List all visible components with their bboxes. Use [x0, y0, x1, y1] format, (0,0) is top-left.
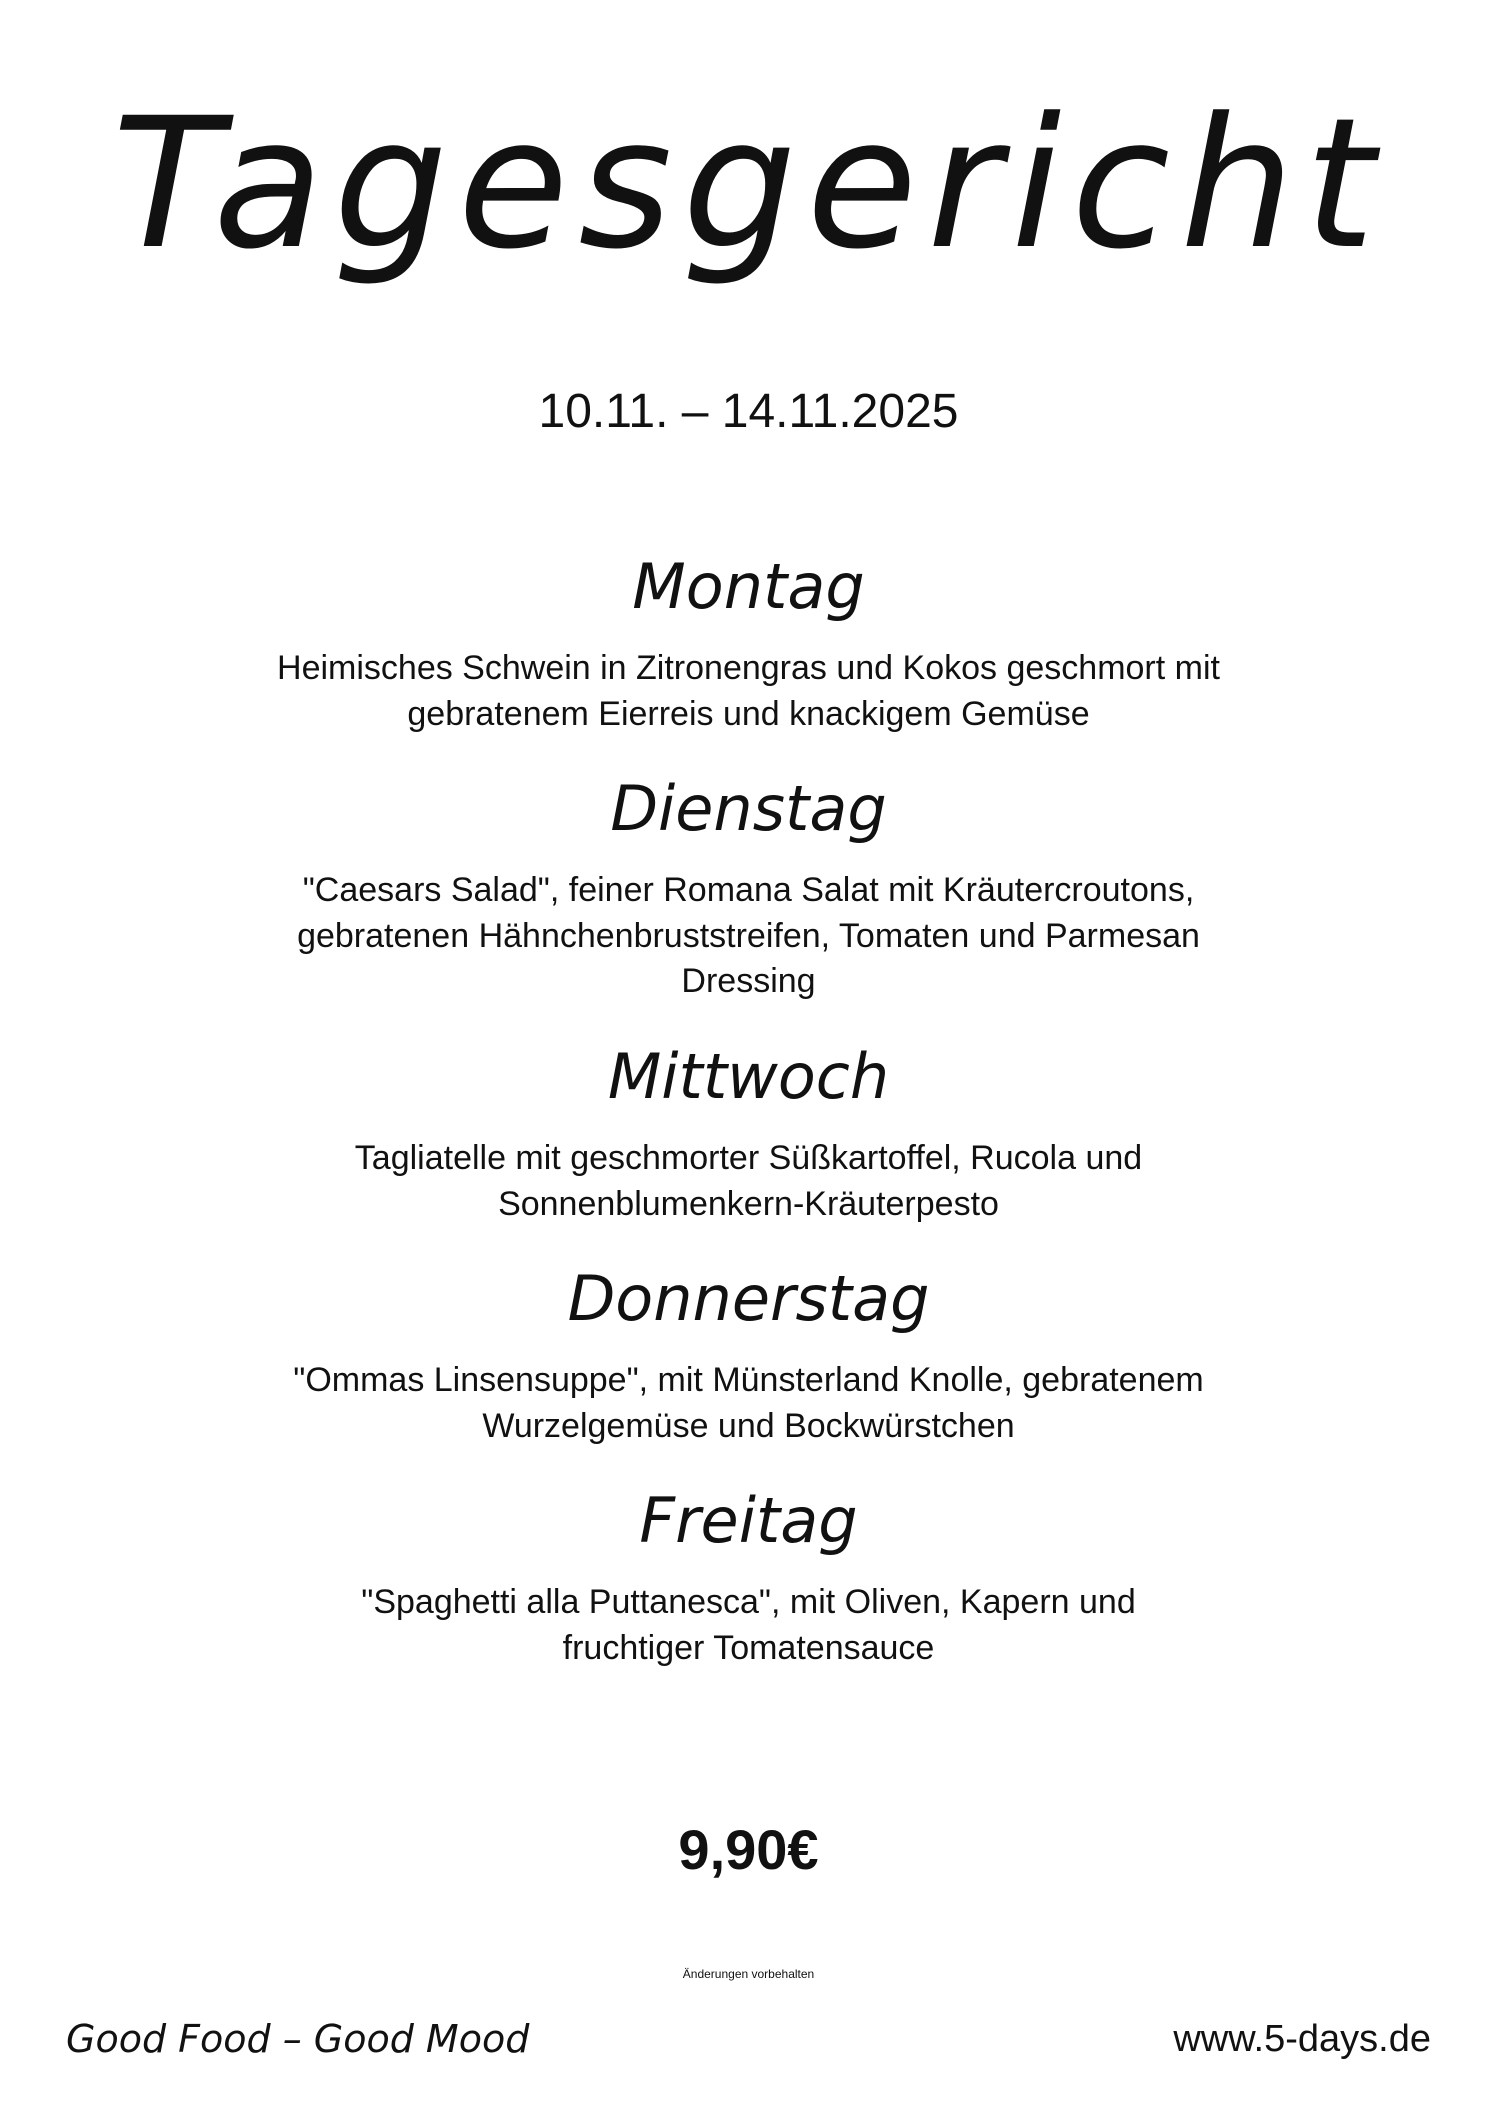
dish-description	[170, 1136, 1327, 1226]
day-wednesday	[170, 1040, 1327, 1262]
dish-line: Heimisches Schwein in Zitronengras und Kokos geschmort mit	[277, 649, 1220, 688]
dish-description	[170, 646, 1327, 736]
slogan: Good Food – Good Mood	[66, 2017, 530, 2061]
date-range: 10.11. – 14.11.2025	[538, 385, 959, 438]
dish-line: "Ommas Linsensuppe", mit Münsterland Knolle, gebratenem	[293, 1361, 1204, 1400]
weekly-menu	[170, 550, 1327, 1706]
day-name: Freitag	[639, 1484, 858, 1557]
dish-line: Tagliatelle mit geschmorter Süßkartoffel, Rucola und	[354, 1139, 1143, 1178]
dish-line: gebratenem Eierreis und knackigem Gemüse	[407, 694, 1090, 733]
dish-line: "Spaghetti alla Puttanesca", mit Oliven, Kapern und	[361, 1583, 1136, 1622]
dish-line: gebratenen Hähnchenbruststreifen, Tomaten und Parmesan	[297, 916, 1200, 955]
day-friday	[170, 1484, 1327, 1706]
dish-description	[170, 1358, 1327, 1448]
day-monday	[170, 550, 1327, 772]
page-title: Tagesgericht	[112, 80, 1385, 289]
day-name: Dienstag	[610, 772, 887, 845]
day-name: Mittwoch	[607, 1040, 890, 1113]
dish-line: Wurzelgemüse und Bockwürstchen	[482, 1406, 1015, 1445]
dish-description	[170, 1580, 1327, 1670]
day-name: Montag	[632, 550, 865, 623]
day-name: Donnerstag	[567, 1262, 930, 1335]
day-tuesday	[170, 772, 1327, 1040]
price: 9,90€	[678, 1818, 819, 1881]
day-thursday	[170, 1262, 1327, 1484]
dish-line: Dressing	[681, 961, 816, 1000]
dish-line: fruchtiger Tomatensauce	[562, 1628, 935, 1667]
dish-description	[170, 868, 1327, 1004]
disclaimer: Änderungen vorbehalten	[682, 1967, 815, 1981]
dish-line: Sonnenblumenkern-Kräuterpesto	[498, 1184, 999, 1223]
website-link[interactable]: www.5-days.de	[1173, 2018, 1431, 2060]
dish-line: "Caesars Salad", feiner Romana Salat mit Kräutercroutons,	[302, 871, 1195, 910]
